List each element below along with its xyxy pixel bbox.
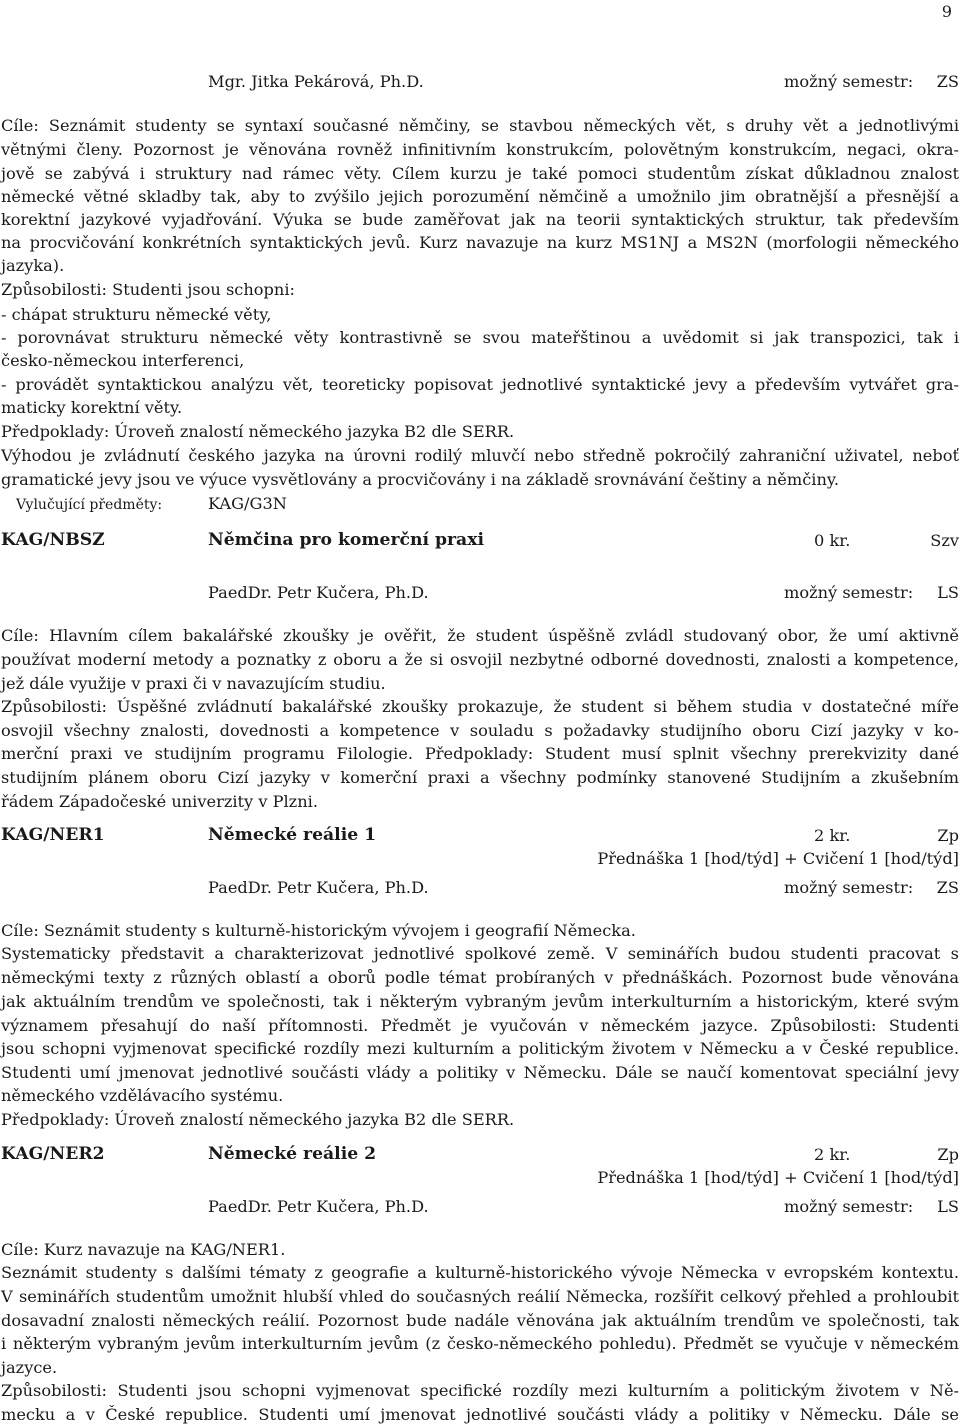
- prerequisites: Předpoklady: Úroveň znalostí německého jazyka B2 dle SERR.: [1, 1110, 515, 1129]
- description-line: jazyce.: [1, 1358, 58, 1377]
- hours-per-week: Přednáška 1 [hod/týd] + Cvičení 1 [hod/týd]: [597, 849, 959, 868]
- course-credits: 0 kr.: [814, 531, 851, 550]
- course-credits: 2 kr.: [814, 1145, 851, 1164]
- description-line: Cíle: Kurz navazuje na KAG/NER1.: [1, 1240, 286, 1259]
- description-line: Systematicky představit a charakterizovat jednotlivé spolkové země. V seminářích budou studenti pracovat s: [1, 944, 959, 963]
- excluded-subjects-label: Vylučující předměty:: [16, 497, 163, 513]
- description-line: větnými členy. Pozornost je věnována rovněž infinitivním konstrukcím, polovětným konstrukcím, negaci, okra-: [1, 140, 959, 159]
- course-title: Němčina pro komerční praxi: [208, 530, 484, 550]
- prerequisites: Předpoklady: Úroveň znalostí německého jazyka B2 dle SERR.: [1, 422, 515, 441]
- description-line: jsou schopni vyjmenovat specifické rozdíly mezi kulturním a politickým životem v Německu a v České republice.: [1, 1039, 959, 1058]
- teacher-name: PaedDr. Petr Kučera, Ph.D.: [208, 583, 429, 602]
- description-line: merční praxi ve studijním programu Filologie. Předpoklady: Student musí splnit všechny prerekvizity dané: [1, 744, 959, 763]
- competency-item: - chápat strukturu německé věty,: [1, 305, 272, 324]
- semester-value: ZS: [936, 72, 959, 91]
- description-line: Studenti umí jmenovat jednotlivé součásti vlády a politiky v Německu. Dále se naučí komentovat speciální jevy: [1, 1063, 959, 1082]
- excluded-subjects-value: KAG/G3N: [208, 494, 287, 513]
- description-line: Seznámit studenty s dalšími tématy z geografie a kulturně-historického vývoje Německa v evropském kontextu.: [1, 1263, 959, 1282]
- hours-per-week: Přednáška 1 [hod/týd] + Cvičení 1 [hod/týd]: [597, 1168, 959, 1187]
- description-line: Způsobilosti: Úspěšné zvládnutí bakalářské zkoušky prokazuje, že student si během studia v dostatečné míře: [1, 697, 959, 716]
- course-credits: 2 kr.: [814, 826, 851, 845]
- exam-type: Zp: [937, 1145, 959, 1164]
- competency-item: - provádět syntaktickou analýzu vět, teoreticky popisovat jednotlivé syntaktické jevy a především vytvářet gra-: [1, 375, 959, 394]
- teacher-name: PaedDr. Petr Kučera, Ph.D.: [208, 878, 429, 897]
- description-line: studijním plánem oboru Cizí jazyky v komerční praxi a všechny podmínky stanovené Studijním a zkušebním: [1, 768, 959, 787]
- description-line: V seminářích studentům umožnit hlubší vhled do současných reálií Německa, rozšířit celkový přehled a prohloubit: [1, 1287, 959, 1306]
- description-line: i některým vybraným jevům interkulturním jevům (z česko-německého pohledu). Předmět se vyučuje v německém: [1, 1334, 959, 1353]
- description-line: korektní jazykové vyjadřování. Výuka se bude zaměřovat jak na teorii syntaktických struktur, tak především: [1, 210, 959, 229]
- exam-type: Szv: [930, 531, 959, 550]
- course-code: KAG/NER1: [1, 825, 105, 845]
- semester-value: LS: [937, 583, 959, 602]
- description-line: řádem Západočeské univerzity v Plzni.: [1, 792, 318, 811]
- description-line: Cíle: Hlavním cílem bakalářské zkoušky je ověřit, že student úspěšně zvládl studovaný obor, že umí aktivně: [1, 626, 959, 645]
- description-line: německé větné skladby tak, aby to zvýšilo jejich porozumění němčině a umožnilo jim obratnější a přesnější a: [1, 187, 959, 206]
- competencies-heading: Způsobilosti: Studenti jsou schopni:: [1, 280, 295, 299]
- semester-value: LS: [937, 1197, 959, 1216]
- semester-label: možný semestr:: [784, 878, 914, 897]
- description-line: osvojil všechny znalosti, dovednosti a kompetence v souladu s požadavky studijního oboru Cizí jazyky v ko-: [1, 721, 959, 740]
- description-line: gramatické jevy jsou ve výuce vysvětlovány a procvičovány i na základě srovnávání češtiny a němčiny.: [1, 470, 840, 489]
- competency-item: česko-německou interferenci,: [1, 351, 245, 370]
- description-line: Výhodou je zvládnutí českého jazyka na úrovni rodilý mluvčí nebo středně pokročilý zahraniční uživatel, neboť: [1, 446, 959, 465]
- course-code: KAG/NBSZ: [1, 530, 105, 550]
- description-line: mecku a v České republice. Studenti umí jmenovat jednotlivé součásti vlády a politiky v Německu. Dále se: [1, 1405, 959, 1424]
- description-line: používat moderní metody a poznatky z oboru a že si osvojil nezbytné odborné dovednosti, znalosti a kompetence,: [1, 650, 959, 669]
- description-line: Cíle: Seznámit studenty se syntaxí současné němčiny, se stavbou německých vět, s druhy vět a jednotlivými: [1, 116, 959, 135]
- semester-value: ZS: [936, 878, 959, 897]
- description-line: na procvičování konkrétních syntaktických jevů. Kurz navazuje na kurz MS1NJ a MS2N (morfologii německého: [1, 233, 959, 252]
- description-line: dosavadní znalosti německých reálií. Pozornost bude nadále věnována jak aktuálním trendům ve společnosti, tak: [1, 1311, 959, 1330]
- description-line: jak aktuálním trendům ve společnosti, tak i některým vybraným jevům interkulturním a historickým, které svým: [1, 992, 959, 1011]
- description-line: významem přesahují do naší přítomnosti. Předmět je vyučován v německém jazyce. Způsobilosti: Studenti: [1, 1016, 959, 1035]
- description-line: německými texty z různých oblastí a oborů podle témat probíraných v přednáškách. Pozornost bude věnována: [1, 968, 959, 987]
- description-line: německého vzdělávacího systému.: [1, 1086, 284, 1105]
- description-line: jež dále využije v praxi či v navazujícím studiu.: [1, 674, 386, 693]
- competency-item: maticky korektní věty.: [1, 398, 183, 417]
- teacher-name: PaedDr. Petr Kučera, Ph.D.: [208, 1197, 429, 1216]
- semester-label: možný semestr:: [784, 1197, 914, 1216]
- description-line: Způsobilosti: Studenti jsou schopni vyjmenovat specifické rozdíly mezi kulturním a politickým životem v Ně-: [1, 1381, 959, 1400]
- description-line: jazyka).: [1, 256, 65, 275]
- teacher-name: Mgr. Jitka Pekárová, Ph.D.: [208, 72, 424, 91]
- course-title: Německé reálie 1: [208, 825, 377, 845]
- semester-label: možný semestr:: [784, 72, 914, 91]
- description-line: Cíle: Seznámit studenty s kulturně-historickým vývojem i geografií Německa.: [1, 921, 636, 940]
- course-code: KAG/NER2: [1, 1144, 105, 1164]
- semester-label: možný semestr:: [784, 583, 914, 602]
- page-number: 9: [941, 2, 952, 21]
- competency-item: - porovnávat strukturu německé věty kontrastivně se svou mateřštinou a uvědomit si jak transpozici, tak i: [1, 328, 959, 347]
- description-line: jově se zabývá i struktury nad rámec věty. Cílem kurzu je také pomoci studentům získat důkladnou znalost: [1, 164, 959, 183]
- exam-type: Zp: [937, 826, 959, 845]
- course-title: Německé reálie 2: [208, 1144, 377, 1164]
